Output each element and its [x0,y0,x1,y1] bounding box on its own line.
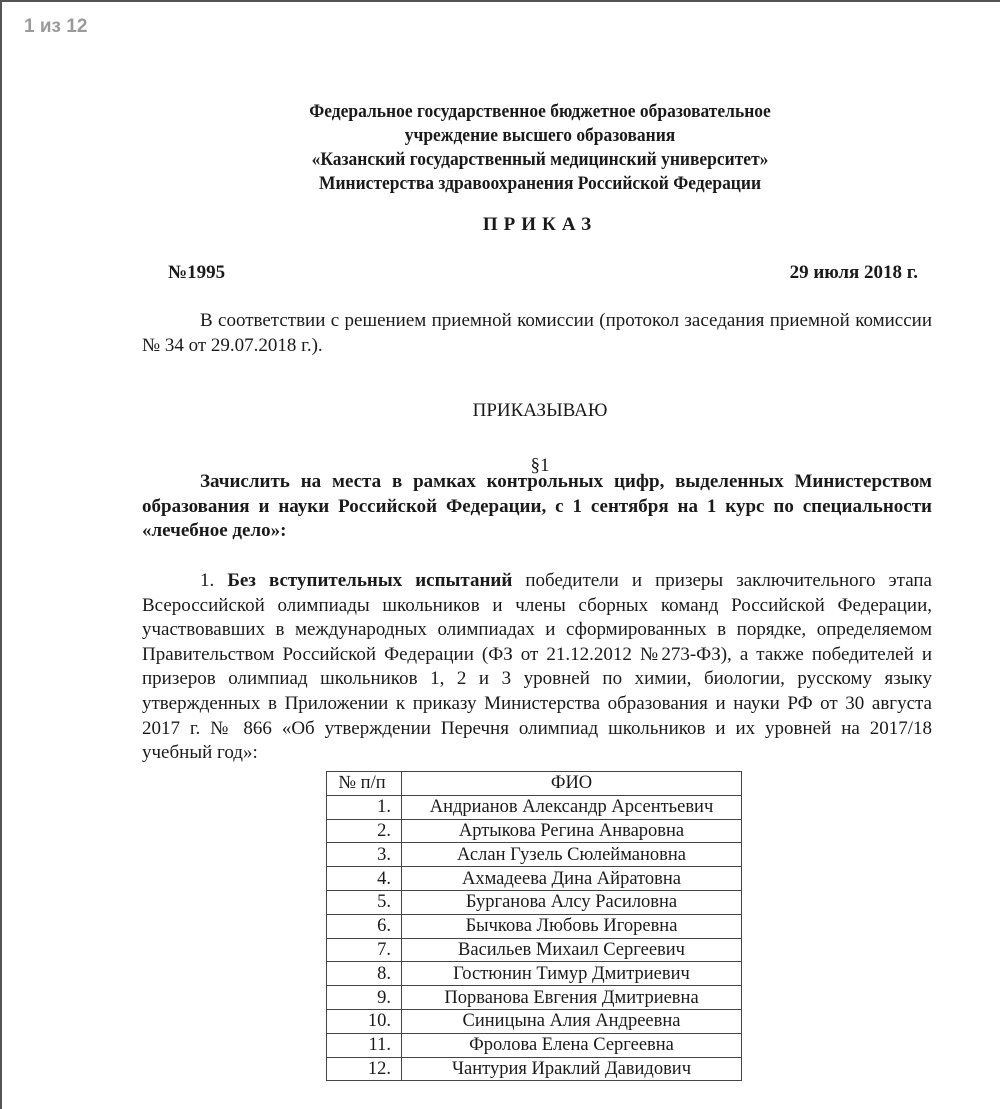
item-number: 1. [200,570,215,591]
row-number: 7. [327,938,402,962]
row-number: 9. [327,986,402,1010]
row-number: 1. [327,795,402,819]
row-number: 5. [327,890,402,914]
row-number: 8. [327,962,402,986]
row-number: 2. [327,819,402,843]
row-fio: Васильев Михаил Сергеевич [402,938,742,962]
enrollees-table [326,771,742,1081]
enroll-text: Зачислить на места в рамках контрольных цифр, выделенных Министерством образования и науки Российской Федерации, с 1 сентября на 1 курс по специальности «лечебное дело»: [142,471,932,542]
table-row [327,890,742,914]
item-paragraph [142,569,932,766]
table-row [327,1009,742,1033]
item-bold-text: Без вступительных испытаний [227,570,513,591]
intro-paragraph [142,309,932,358]
row-number: 3. [327,843,402,867]
row-fio: Чантурия Ираклий Давидович [402,1057,742,1081]
table-row [327,843,742,867]
row-fio: Гостюнин Тимур Дмитриевич [402,962,742,986]
table-row [327,962,742,986]
intro-text: В соответствии с решением приемной комиссии (протокол заседания приемной комиссии № 34 от 29.07.2018 г.). [142,310,932,356]
row-fio: Бычкова Любовь Игоревна [402,914,742,938]
row-fio: Ахмадеева Дина Айратовна [402,867,742,891]
institution-header [172,100,908,196]
row-fio: Синицына Алия Андреевна [402,1009,742,1033]
row-number: 12. [327,1057,402,1081]
table-row [327,938,742,962]
document-title: ПРИКАЗ [482,214,598,235]
row-fio: Артыкова Регина Анваровна [402,819,742,843]
viewer-frame-left [0,0,2,1109]
row-fio: Фролова Елена Сергеевна [402,1033,742,1057]
header-line: Министерства здравоохранения Российской Федерации [318,173,762,194]
viewer-frame-top [0,0,1000,2]
row-number: 10. [327,1009,402,1033]
table-row [327,795,742,819]
header-number: № п/п [327,772,402,796]
table-row [327,1033,742,1057]
order-word: ПРИКАЗЫВАЮ [472,400,608,421]
row-number: 6. [327,914,402,938]
row-fio: Андрианов Александр Арсентьевич [402,795,742,819]
order-number: №1995 [168,262,226,283]
table-row [327,819,742,843]
table-row [327,867,742,891]
row-number: 11. [327,1033,402,1057]
header-fio: ФИО [402,772,742,796]
table-row [327,914,742,938]
row-fio: Порванова Евгения Дмитриевна [402,986,742,1010]
row-number: 4. [327,867,402,891]
table-header-row [327,772,742,796]
header-line: Федеральное государственное бюджетное образовательное [309,101,771,122]
table-row [327,1057,742,1081]
header-line: «Казанский государственный медицинский университет» [311,149,769,170]
enroll-paragraph [142,470,932,544]
item-text: победители и призеры заключительного этапа Всероссийской олимпиады школьников и члены сборных команд Российской Федерации, участвовавших в международных олимпиадах и сформированных в порядке, определяемом Правительством Российской Федерации (ФЗ от 21.12.2012 №273-ФЗ), а также победителей и призеров олимпиад школьников 1, 2 и 3 уровней по химии, биологии, русскому языку утвержденных в Приложении к приказу Министерства образования и науки РФ от 30 августа 2017 г. № 866 «Об утверждении Перечня олимпиад школьников и их уровней на 2017/18 учебный год»: [142,570,932,764]
section-number: §1 [530,455,550,476]
order-date: 29 июля 2018 г. [789,262,918,283]
header-line: учреждение высшего образования [404,125,676,146]
row-fio: Аслан Гузель Сюлеймановна [402,843,742,867]
table-row [327,986,742,1010]
row-fio: Бурганова Алсу Расиловна [402,890,742,914]
page-counter: 1 из 12 [24,16,88,37]
